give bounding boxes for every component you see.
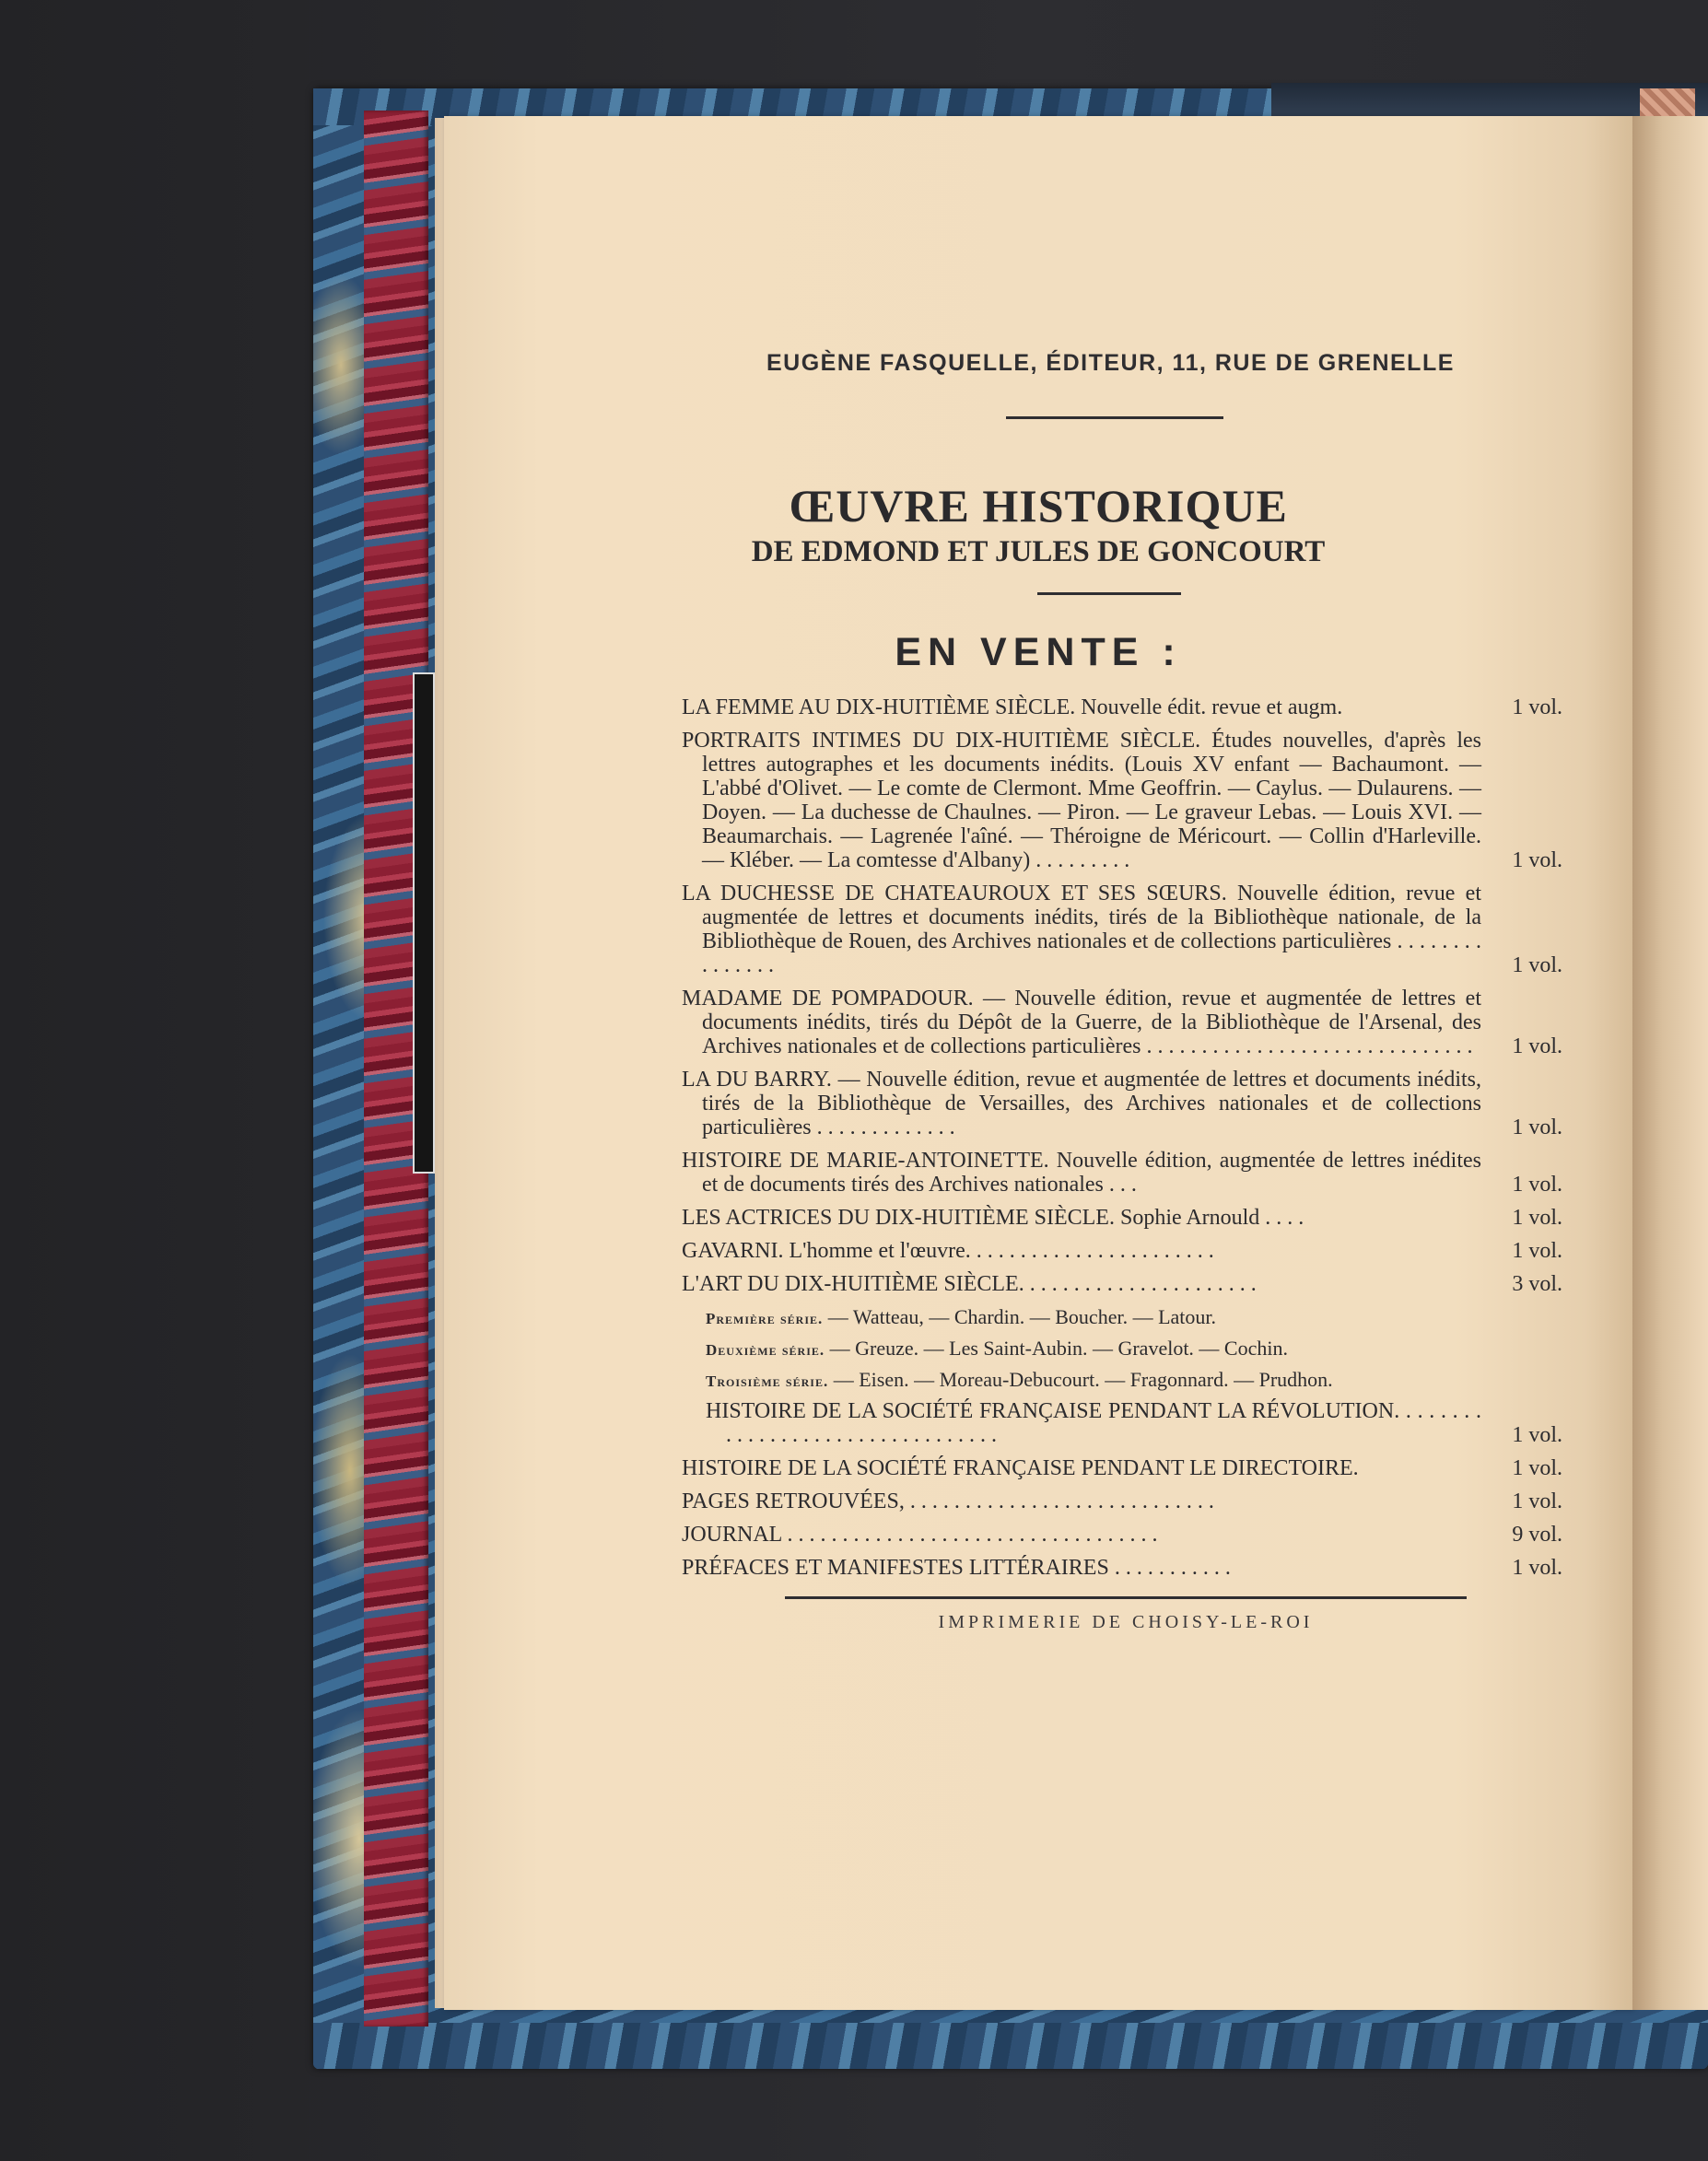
entry-text: LES ACTRICES DU DIX-HUITIÈME SIÈCLE. Sophie Arnould . . . . [682, 1206, 1304, 1230]
entry-volume: 1 vol. [1512, 1456, 1562, 1480]
entry-text: HISTOIRE DE LA SOCIÉTÉ FRANÇAISE PENDANT LA RÉVOLUTION. . . . . . . . . . . . . . . . . . . . . . . . . . . . . . . . . [706, 1399, 1481, 1447]
list-item [682, 882, 1562, 977]
bookmark-slip [413, 672, 435, 1174]
list-item [682, 1206, 1562, 1230]
entry-volume: 1 vol. [1512, 1206, 1562, 1230]
list-item [682, 729, 1562, 872]
divider-2 [1037, 592, 1181, 595]
entry-text: MADAME DE POMPADOUR. — Nouvelle édition, revue et augmentée de lettres et documents inédits, tirés du Dépôt de la Guerre, de la Bibliothèque de l'Arsenal, des Archives nationales et de collections particulières . . . . . . . . . . . . . . . . . . . . . . . . . . . . . . [682, 987, 1481, 1058]
entry-text: GAVARNI. L'homme et l'œuvre. . . . . . . . . . . . . . . . . . . . . . . [682, 1239, 1214, 1263]
entry-text: LA FEMME AU DIX-HUITIÈME SIÈCLE. Nouvelle édit. revue et augm. [682, 695, 1343, 719]
entry-volume: 1 vol. [1512, 1239, 1562, 1263]
series-text: — Watteau, — Chardin. — Boucher. — Latour. [827, 1305, 1216, 1328]
entry-text: HISTOIRE DE MARIE-ANTOINETTE. Nouvelle édition, augmentée de lettres inédites et de documents tirés des Archives nationales . . . [682, 1149, 1481, 1197]
publisher-line: EUGÈNE FASQUELLE, ÉDITEUR, 11, RUE DE GRENELLE [766, 350, 1455, 376]
entry-volume: 1 vol. [1512, 848, 1562, 872]
cover-bottom-edge [313, 2023, 1708, 2069]
series-label: Deuxième série. [706, 1341, 825, 1359]
divider-1 [1006, 416, 1223, 419]
entry-volume: 1 vol. [1512, 1116, 1562, 1139]
page-subtitle: DE EDMOND ET JULES DE GONCOURT [751, 535, 1326, 568]
series-item [682, 1368, 1562, 1394]
list-item [682, 1399, 1562, 1447]
list-item [682, 1523, 1562, 1547]
entry-text: PAGES RETROUVÉES, . . . . . . . . . . . . . . . . . . . . . . . . . . . . [682, 1489, 1214, 1513]
entry-text: LA DU BARRY. — Nouvelle édition, revue et augmentée de lettres et documents inédits, tirés de la Bibliothèque de Versailles, des Archives nationales et de collections particulières . . . . . . . . . . . . . [682, 1068, 1481, 1139]
list-item [682, 1239, 1562, 1263]
series-item [682, 1337, 1562, 1362]
list-item [682, 1556, 1562, 1580]
footer-rule [785, 1596, 1467, 1599]
list-item [682, 1456, 1562, 1480]
entry-volume: 1 vol. [1512, 695, 1562, 719]
entry-volume: 9 vol. [1512, 1523, 1562, 1547]
series-item [682, 1305, 1562, 1331]
catalogue-list [682, 695, 1562, 1633]
series-text: — Eisen. — Moreau-Debucourt. — Fragonnard. — Prudhon. [833, 1368, 1333, 1391]
entry-volume: 1 vol. [1512, 1173, 1562, 1197]
section-heading: EN VENTE : [895, 630, 1182, 674]
list-item [682, 987, 1562, 1058]
entry-volume: 1 vol. [1512, 1423, 1562, 1447]
list-item [682, 1272, 1562, 1296]
entry-volume: 1 vol. [1512, 1034, 1562, 1058]
list-item [682, 1149, 1562, 1197]
series-text: — Greuze. — Les Saint-Aubin. — Gravelot. — Cochin. [829, 1337, 1288, 1360]
entry-text: HISTOIRE DE LA SOCIÉTÉ FRANÇAISE PENDANT LE DIRECTOIRE. [682, 1456, 1359, 1480]
entry-volume: 1 vol. [1512, 953, 1562, 977]
entry-text: JOURNAL . . . . . . . . . . . . . . . . . . . . . . . . . . . . . . . . . . [682, 1523, 1158, 1547]
entry-volume: 1 vol. [1512, 1556, 1562, 1580]
page-gutter [1632, 116, 1708, 2010]
page-title: ŒUVRE HISTORIQUE [789, 480, 1288, 531]
entry-text: L'ART DU DIX-HUITIÈME SIÈCLE. . . . . . . . . . . . . . . . . . . . . . [682, 1272, 1257, 1296]
entry-text: LA DUCHESSE DE CHATEAUROUX ET SES SŒURS. Nouvelle édition, revue et augmentée de lettres et documents inédits, tirés de la Bibliothèque nationale, de la Bibliothèque de Rouen, des Archives nationales et de collections particulières . . . . . . . . . . . . . . . [682, 882, 1481, 977]
entry-text: PRÉFACES ET MANIFESTES LITTÉRAIRES . . . . . . . . . . . [682, 1556, 1231, 1580]
entry-volume: 3 vol. [1512, 1272, 1562, 1296]
list-item [682, 1489, 1562, 1513]
printer-line: IMPRIMERIE DE CHOISY-LE-ROI [938, 1612, 1314, 1632]
list-item [682, 695, 1562, 719]
series-label: Première série. [706, 1310, 824, 1327]
list-item [682, 1068, 1562, 1139]
entry-volume: 1 vol. [1512, 1489, 1562, 1513]
entry-text: PORTRAITS INTIMES DU DIX-HUITIÈME SIÈCLE. Études nouvelles, d'après les lettres autographes et les documents inédits. (Louis XV enfant — Bachaumont. — L'abbé d'Olivet. — Le comte de Clermont. Mme Geoffrin. — Caylus. — Dulaurens. — Doyen. — La duchesse de Chaulnes. — Piron. — Le graveur Lebas. — Louis XVI. — Beaumarchais. — Lagrenée l'aîné. — Théroigne de Méricourt. — Collin d'Harleville. — Kléber. — La comtesse d'Albany) . . . . . . . . . [682, 729, 1481, 872]
series-label: Troisième série. [706, 1373, 829, 1390]
